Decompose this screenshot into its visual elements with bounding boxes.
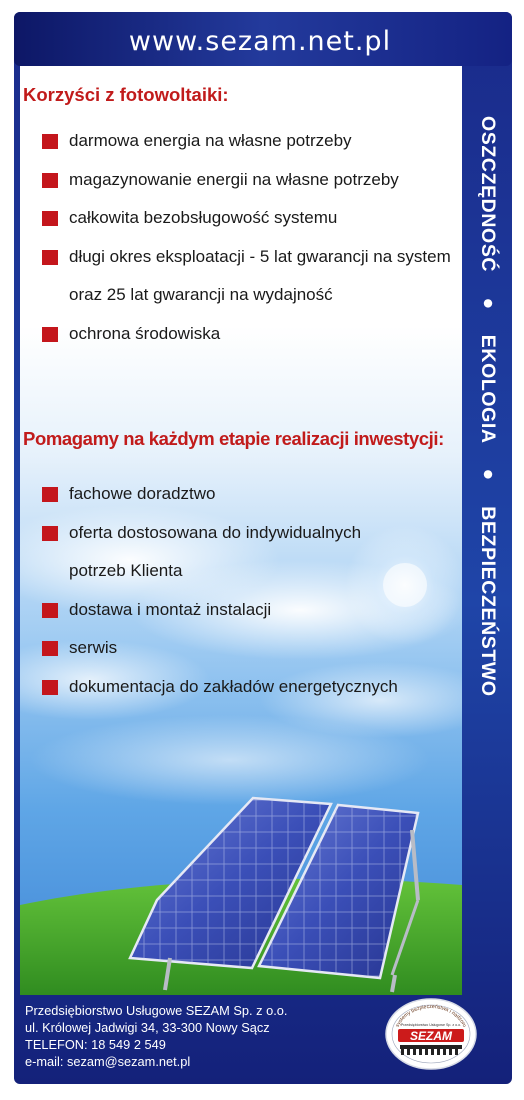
company-email[interactable]: e-mail: sezam@sezam.net.pl — [25, 1054, 191, 1069]
red-square-icon — [42, 211, 58, 226]
side-banner-text — [476, 116, 499, 697]
logo-brand: SEZAM — [410, 1029, 452, 1043]
red-square-icon — [42, 487, 58, 502]
list-item: fachowe doradztwo — [42, 475, 398, 514]
list-item: ochrona środowiska — [42, 315, 451, 354]
red-square-icon — [42, 327, 58, 342]
benefits-list — [42, 122, 451, 353]
side-word-savings: OSZCZĘDNOŚĆ — [477, 115, 499, 272]
red-square-icon — [42, 173, 58, 188]
list-item: dokumentacja do zakładów energetycznych — [42, 668, 398, 707]
sezam-logo-icon — [384, 996, 478, 1070]
list-item: długi okres eksploatacji - 5 lat gwarancji na system oraz 25 lat gwarancji na wydajność — [42, 238, 451, 315]
red-square-icon — [42, 641, 58, 656]
list-item: darmowa energia na własne potrzeby — [42, 122, 451, 161]
side-word-ecology: EKOLOGIA — [477, 334, 499, 444]
company-address: ul. Królowej Jadwigi 34, 33-300 Nowy Sącz — [25, 1020, 270, 1035]
list-item: całkowita bezobsługowość systemu — [42, 199, 451, 238]
services-heading: Pomagamy na każdym etapie realizacji inwestycji: — [23, 428, 444, 449]
services-list — [42, 475, 398, 706]
separator-dot: ● — [477, 291, 499, 315]
benefits-heading: Korzyści z fotowoltaiki: — [23, 84, 229, 105]
red-square-icon — [42, 526, 58, 541]
red-square-icon — [42, 603, 58, 618]
side-banner — [471, 66, 504, 746]
list-item: dostawa i montaż instalacji — [42, 591, 398, 630]
red-square-icon — [42, 680, 58, 695]
company-name: Przedsiębiorstwo Usługowe SEZAM Sp. z o.o. — [25, 1003, 288, 1018]
separator-dot: ● — [477, 463, 499, 486]
side-word-safety: BEZPIECZEŃSTWO — [477, 505, 499, 697]
list-item: oferta dostosowana do indywidualnych potrzeb Klienta — [42, 514, 398, 591]
list-item: serwis — [42, 629, 398, 668]
logo-sub-text: Przedsiębiorstwo Usługowe Sp. z o.o. — [400, 1023, 462, 1027]
red-square-icon — [42, 250, 58, 265]
company-phone[interactable]: TELEFON: 18 549 2 549 — [25, 1037, 166, 1052]
red-square-icon — [42, 134, 58, 149]
contact-footer — [25, 1002, 287, 1070]
website-url[interactable]: www.sezam.net.pl — [128, 26, 392, 57]
logo-ring-text: systemy bezpieczeństwa i nadzoru — [394, 1003, 468, 1029]
list-item: magazynowanie energii na własne potrzeby — [42, 161, 451, 200]
